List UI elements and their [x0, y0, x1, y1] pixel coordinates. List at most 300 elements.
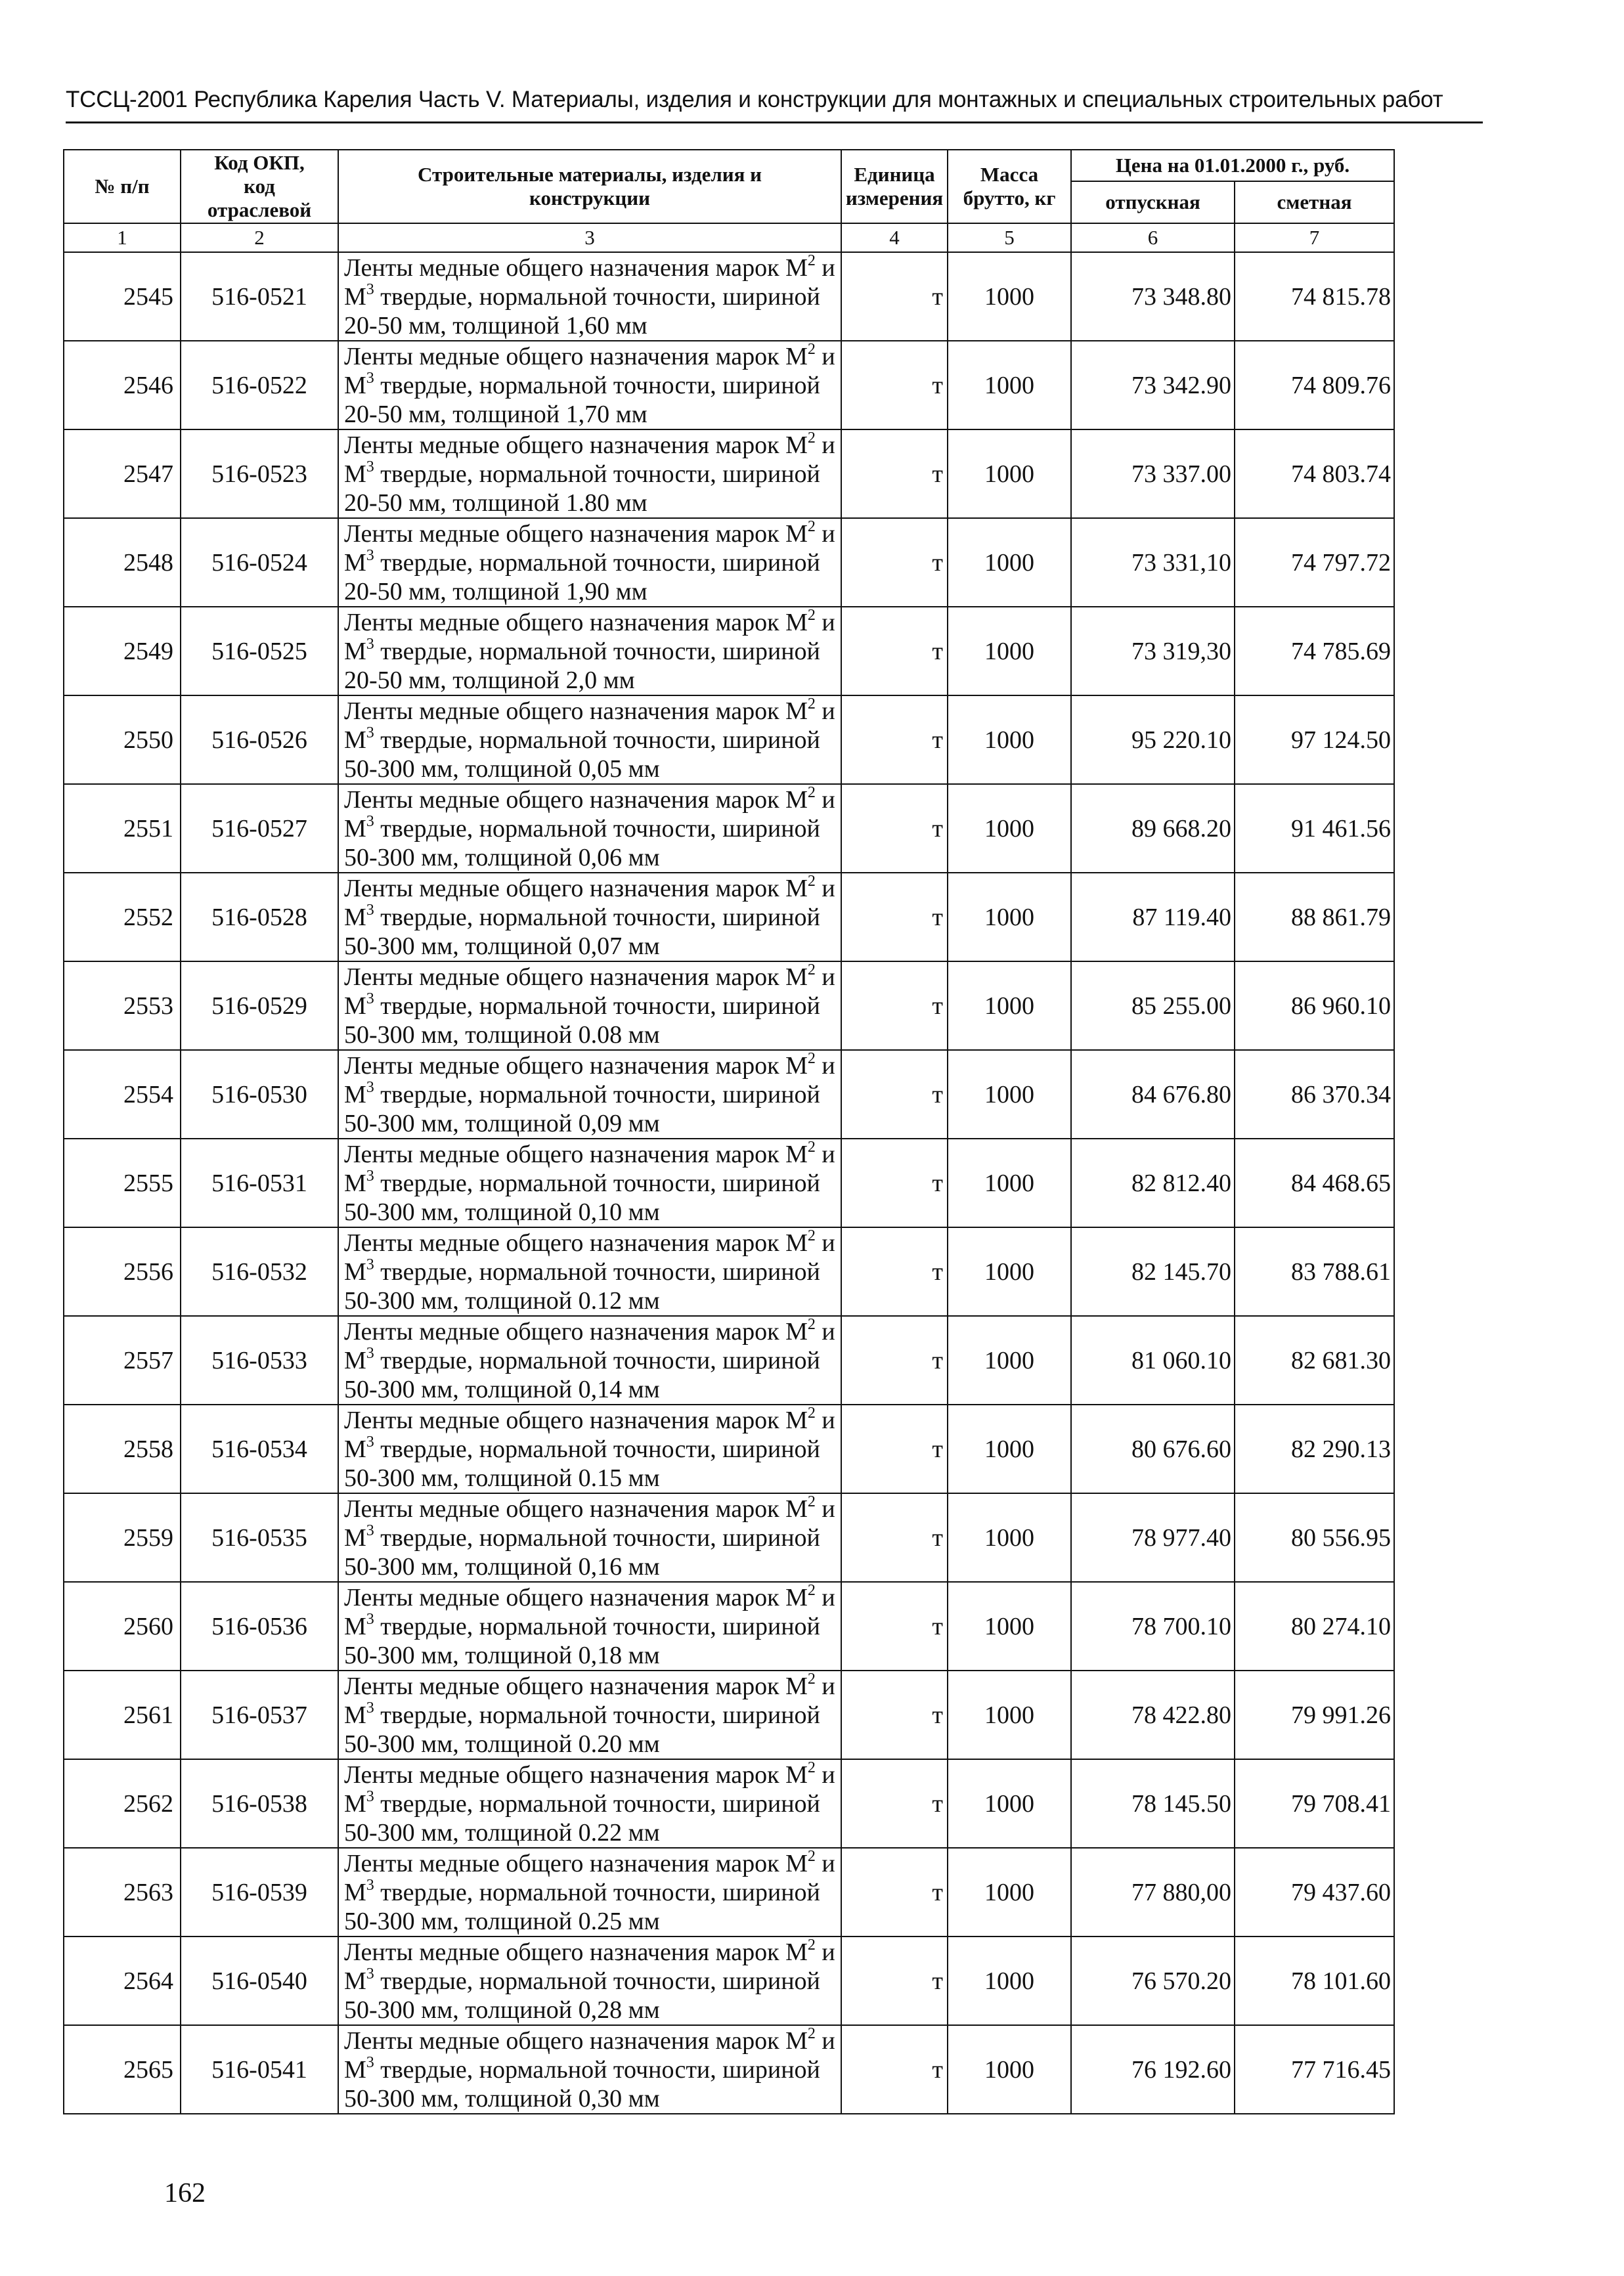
desc-superscript: 2 [807, 695, 816, 712]
desc-text: твердые, нормальной точности, шириной [374, 1789, 820, 1818]
header-price-estimate: сметная [1235, 181, 1394, 223]
desc-text: М [344, 1789, 366, 1818]
desc-superscript: 2 [807, 518, 816, 535]
desc-superscript: 3 [366, 1876, 374, 1894]
header-code-line3: отраслевой [207, 198, 312, 221]
desc-superscript: 2 [807, 784, 816, 801]
desc-text: Ленты медные общего назначения марок М [344, 2026, 808, 2055]
row-code: 516-0522 [181, 341, 338, 429]
row-price-estimate: 79 708.41 [1235, 1759, 1394, 1848]
header-unit-line2: измерения [845, 186, 944, 209]
row-price-release: 78 977.40 [1071, 1493, 1235, 1582]
desc-text: твердые, нормальной точности, шириной [374, 1169, 820, 1197]
table-row [64, 961, 1394, 1050]
row-code: 516-0523 [181, 429, 338, 518]
description-line3: 50-300 мм, толщиной 0,28 мм [344, 1996, 660, 2024]
description-line3: 50-300 мм, толщиной 0,18 мм [344, 1641, 660, 1669]
header-price-group: Цена на 01.01.2000 г., руб. [1071, 150, 1394, 181]
row-price-estimate: 86 370.34 [1235, 1050, 1394, 1139]
description-line2 [344, 726, 837, 755]
desc-text: Ленты медные общего назначения марок М [344, 1583, 808, 1611]
desc-text: и [815, 1938, 835, 1966]
table-row [64, 1848, 1394, 1937]
desc-text: Ленты медные общего назначения марок М [344, 697, 808, 725]
desc-superscript: 3 [366, 812, 374, 830]
row-description [338, 1050, 841, 1139]
table-row [64, 784, 1394, 873]
row-price-estimate: 83 788.61 [1235, 1227, 1394, 1316]
row-code: 516-0531 [181, 1139, 338, 1227]
desc-superscript: 2 [807, 1582, 816, 1599]
row-code: 516-0537 [181, 1671, 338, 1759]
desc-superscript: 2 [807, 1759, 816, 1776]
table-row [64, 341, 1394, 429]
table-row [64, 252, 1394, 341]
row-number: 2547 [64, 429, 181, 518]
desc-text: твердые, нормальной точности, шириной [374, 1612, 820, 1640]
row-price-release: 76 570.20 [1071, 1937, 1235, 2025]
row-mass: 1000 [948, 873, 1071, 961]
row-price-estimate: 91 461.56 [1235, 784, 1394, 873]
desc-text: М [344, 1878, 366, 1906]
table-row [64, 1582, 1394, 1671]
row-code: 516-0540 [181, 1937, 338, 2025]
row-price-estimate: 74 797.72 [1235, 518, 1394, 607]
description-line2 [344, 1346, 837, 1375]
row-number: 2565 [64, 2025, 181, 2114]
row-price-release: 73 348.80 [1071, 252, 1235, 341]
description-line1 [344, 1406, 837, 1435]
desc-text: М [344, 637, 366, 665]
row-number: 2554 [64, 1050, 181, 1139]
row-code: 516-0536 [181, 1582, 338, 1671]
desc-text: М [344, 1967, 366, 1995]
row-code: 516-0525 [181, 607, 338, 695]
row-price-release: 89 668.20 [1071, 784, 1235, 873]
row-price-estimate: 88 861.79 [1235, 873, 1394, 961]
description-line1 [344, 874, 837, 903]
row-mass: 1000 [948, 784, 1071, 873]
row-number: 2548 [64, 518, 181, 607]
desc-superscript: 2 [807, 1937, 816, 1954]
row-number: 2551 [64, 784, 181, 873]
row-code: 516-0538 [181, 1759, 338, 1848]
row-unit: т [841, 1316, 948, 1405]
row-number: 2556 [64, 1227, 181, 1316]
desc-superscript: 3 [366, 1167, 374, 1185]
desc-text: и [815, 342, 835, 370]
row-price-release: 95 220.10 [1071, 695, 1235, 784]
row-description [338, 429, 841, 518]
desc-superscript: 3 [366, 1433, 374, 1451]
desc-superscript: 3 [366, 1344, 374, 1362]
row-mass: 1000 [948, 961, 1071, 1050]
desc-superscript: 3 [366, 1965, 374, 1982]
header-price-release: отпускная [1071, 181, 1235, 223]
row-unit: т [841, 1139, 948, 1227]
desc-text: Ленты медные общего назначения марок М [344, 519, 808, 548]
description-line1 [344, 342, 837, 371]
row-mass: 1000 [948, 1582, 1071, 1671]
description-line2 [344, 371, 837, 400]
description-line1 [344, 1938, 837, 1967]
table-row [64, 1405, 1394, 1493]
description-line3: 50-300 мм, толщиной 0,06 мм [344, 843, 660, 871]
row-code: 516-0529 [181, 961, 338, 1050]
table-row [64, 1493, 1394, 1582]
description-line2 [344, 903, 837, 932]
desc-text: твердые, нормальной точности, шириной [374, 1346, 820, 1374]
desc-text: твердые, нормальной точности, шириной [374, 371, 820, 399]
desc-text: Ленты медные общего назначения марок М [344, 431, 808, 459]
desc-text: твердые, нормальной точности, шириной [374, 2055, 820, 2084]
row-price-estimate: 74 809.76 [1235, 341, 1394, 429]
desc-superscript: 2 [807, 1050, 816, 1067]
row-number: 2545 [64, 252, 181, 341]
row-price-estimate: 80 556.95 [1235, 1493, 1394, 1582]
row-price-estimate: 86 960.10 [1235, 961, 1394, 1050]
row-description [338, 873, 841, 961]
row-mass: 1000 [948, 1848, 1071, 1937]
desc-text: М [344, 548, 366, 577]
row-number: 2549 [64, 607, 181, 695]
row-price-release: 73 331,10 [1071, 518, 1235, 607]
row-description [338, 341, 841, 429]
table-row [64, 1671, 1394, 1759]
row-unit: т [841, 1759, 948, 1848]
header-mass-line2: брутто, кг [963, 186, 1056, 209]
column-number: 5 [948, 223, 1071, 252]
desc-text: и [815, 1051, 835, 1080]
row-mass: 1000 [948, 695, 1071, 784]
desc-text: Ленты медные общего назначения марок М [344, 608, 808, 636]
row-price-release: 76 192.60 [1071, 2025, 1235, 2114]
row-price-release: 82 812.40 [1071, 1139, 1235, 1227]
desc-text: и [815, 1229, 835, 1257]
desc-superscript: 3 [366, 458, 374, 475]
row-unit: т [841, 1493, 948, 1582]
row-unit: т [841, 695, 948, 784]
description-line3: 50-300 мм, толщиной 0,30 мм [344, 2084, 660, 2112]
desc-text: и [815, 1583, 835, 1611]
desc-text: и [815, 1495, 835, 1523]
description-line2 [344, 2055, 837, 2084]
description-line1 [344, 519, 837, 548]
description-line2 [344, 1080, 837, 1109]
description-line2 [344, 1789, 837, 1818]
description-line1 [344, 1317, 837, 1346]
desc-superscript: 2 [807, 1493, 816, 1510]
row-code: 516-0535 [181, 1493, 338, 1582]
header-materials-line1: Строительные материалы, изделия и [418, 163, 762, 186]
description-line3: 50-300 мм, толщиной 0.25 мм [344, 1907, 660, 1935]
desc-text: твердые, нормальной точности, шириной [374, 903, 820, 931]
row-mass: 1000 [948, 1050, 1071, 1139]
desc-superscript: 3 [366, 1256, 374, 1273]
column-number-row [64, 223, 1394, 252]
description-line3: 50-300 мм, толщиной 0,16 мм [344, 1552, 660, 1581]
desc-superscript: 2 [807, 961, 816, 978]
description-line3: 20-50 мм, толщиной 1,70 мм [344, 400, 647, 428]
row-price-release: 80 676.60 [1071, 1405, 1235, 1493]
table-row [64, 1227, 1394, 1316]
row-number: 2557 [64, 1316, 181, 1405]
description-line2 [344, 1612, 837, 1641]
desc-text: М [344, 903, 366, 931]
row-mass: 1000 [948, 518, 1071, 607]
desc-text: твердые, нормальной точности, шириной [374, 282, 820, 311]
row-unit: т [841, 1582, 948, 1671]
row-code: 516-0521 [181, 252, 338, 341]
row-number: 2546 [64, 341, 181, 429]
row-code: 516-0532 [181, 1227, 338, 1316]
description-line3: 50-300 мм, толщиной 0.15 мм [344, 1464, 660, 1492]
desc-text: Ленты медные общего назначения марок М [344, 1672, 808, 1700]
description-line3: 50-300 мм, толщиной 0,09 мм [344, 1109, 660, 1137]
desc-superscript: 3 [366, 369, 374, 387]
table-row [64, 2025, 1394, 2114]
desc-text: М [344, 282, 366, 311]
row-number: 2560 [64, 1582, 181, 1671]
row-price-estimate: 97 124.50 [1235, 695, 1394, 784]
row-number: 2563 [64, 1848, 181, 1937]
desc-text: и [815, 519, 835, 548]
row-unit: т [841, 1405, 948, 1493]
row-unit: т [841, 429, 948, 518]
desc-text: твердые, нормальной точности, шириной [374, 1967, 820, 1995]
column-number: 1 [64, 223, 181, 252]
desc-text: и [815, 2026, 835, 2055]
description-line1 [344, 1229, 837, 1258]
row-unit: т [841, 2025, 948, 2114]
row-mass: 1000 [948, 429, 1071, 518]
row-unit: т [841, 1671, 948, 1759]
desc-text: М [344, 726, 366, 754]
desc-superscript: 3 [366, 1610, 374, 1628]
row-price-release: 73 319,30 [1071, 607, 1235, 695]
desc-text: М [344, 1435, 366, 1463]
description-line2 [344, 460, 837, 489]
row-price-release: 82 145.70 [1071, 1227, 1235, 1316]
header-unit [841, 150, 948, 223]
description-line2 [344, 1701, 837, 1730]
table-row [64, 695, 1394, 784]
description-line1 [344, 963, 837, 992]
description-line2 [344, 1967, 837, 1996]
desc-text: твердые, нормальной точности, шириной [374, 1701, 820, 1729]
table-body [64, 223, 1394, 2114]
description-line1 [344, 1140, 837, 1169]
desc-text: М [344, 2055, 366, 2084]
desc-text: твердые, нормальной точности, шириной [374, 1435, 820, 1463]
row-number: 2552 [64, 873, 181, 961]
row-code: 516-0539 [181, 1848, 338, 1937]
desc-text: и [815, 1761, 835, 1789]
desc-text: Ленты медные общего назначения марок М [344, 253, 808, 282]
row-description [338, 1848, 841, 1937]
desc-superscript: 3 [366, 1078, 374, 1096]
desc-text: твердые, нормальной точности, шириной [374, 992, 820, 1020]
row-unit: т [841, 518, 948, 607]
desc-text: Ленты медные общего назначения марок М [344, 963, 808, 991]
desc-text: Ленты медные общего назначения марок М [344, 874, 808, 902]
description-line3: 50-300 мм, толщиной 0,05 мм [344, 755, 660, 783]
page-number: 162 [164, 2178, 206, 2208]
row-code: 516-0526 [181, 695, 338, 784]
description-line1 [344, 1051, 837, 1080]
row-price-estimate: 82 681.30 [1235, 1316, 1394, 1405]
row-mass: 1000 [948, 2025, 1071, 2114]
desc-text: Ленты медные общего назначения марок М [344, 1761, 808, 1789]
description-line3: 20-50 мм, толщиной 1,90 мм [344, 577, 647, 605]
desc-superscript: 2 [807, 1848, 816, 1865]
description-line3: 50-300 мм, толщиной 0.12 мм [344, 1286, 660, 1315]
row-unit: т [841, 1848, 948, 1937]
desc-text: М [344, 1080, 366, 1108]
row-unit: т [841, 607, 948, 695]
desc-text: Ленты медные общего назначения марок М [344, 342, 808, 370]
row-description [338, 252, 841, 341]
header-rule [66, 121, 1483, 123]
description-line1 [344, 608, 837, 637]
desc-text: и [815, 1672, 835, 1700]
description-line2 [344, 1523, 837, 1552]
desc-text: М [344, 1258, 366, 1286]
row-price-release: 78 422.80 [1071, 1671, 1235, 1759]
desc-superscript: 3 [366, 635, 374, 653]
desc-text: и [815, 1406, 835, 1434]
row-description [338, 1405, 841, 1493]
description-line2 [344, 637, 837, 666]
desc-superscript: 2 [807, 1227, 816, 1244]
row-description [338, 1937, 841, 2025]
row-description [338, 1139, 841, 1227]
desc-superscript: 3 [366, 1699, 374, 1717]
description-line2 [344, 1169, 837, 1198]
description-line1 [344, 1849, 837, 1878]
desc-superscript: 3 [366, 724, 374, 741]
desc-text: и [815, 1140, 835, 1168]
description-line3: 50-300 мм, толщиной 0,07 мм [344, 932, 660, 960]
desc-text: Ленты медные общего назначения марок М [344, 1317, 808, 1346]
desc-text: М [344, 992, 366, 1020]
row-price-release: 78 700.10 [1071, 1582, 1235, 1671]
row-mass: 1000 [948, 1493, 1071, 1582]
description-line2 [344, 992, 837, 1020]
desc-text: М [344, 1701, 366, 1729]
row-number: 2555 [64, 1139, 181, 1227]
desc-superscript: 2 [807, 607, 816, 624]
row-description [338, 1759, 841, 1848]
row-number: 2553 [64, 961, 181, 1050]
desc-text: твердые, нормальной точности, шириной [374, 1080, 820, 1108]
row-price-estimate: 74 803.74 [1235, 429, 1394, 518]
row-price-estimate: 79 991.26 [1235, 1671, 1394, 1759]
description-line2 [344, 1878, 837, 1907]
row-price-estimate: 79 437.60 [1235, 1848, 1394, 1937]
row-code: 516-0530 [181, 1050, 338, 1139]
header-num: № п/п [64, 150, 181, 223]
desc-superscript: 3 [366, 1787, 374, 1805]
row-unit: т [841, 961, 948, 1050]
description-line1 [344, 1761, 837, 1789]
row-mass: 1000 [948, 252, 1071, 341]
description-line3: 50-300 мм, толщиной 0,14 мм [344, 1375, 660, 1403]
description-line2 [344, 282, 837, 311]
row-description [338, 961, 841, 1050]
row-price-release: 73 342.90 [1071, 341, 1235, 429]
desc-text: твердые, нормальной точности, шириной [374, 814, 820, 843]
desc-text: Ленты медные общего назначения марок М [344, 1938, 808, 1966]
desc-superscript: 2 [807, 1405, 816, 1422]
header-materials-line2: конструкции [529, 186, 650, 209]
description-line2 [344, 1258, 837, 1286]
description-line1 [344, 253, 837, 282]
desc-superscript: 3 [366, 1521, 374, 1539]
column-number: 2 [181, 223, 338, 252]
description-line2 [344, 548, 837, 577]
desc-text: М [344, 371, 366, 399]
header-code [181, 150, 338, 223]
description-line2 [344, 1435, 837, 1464]
desc-text: твердые, нормальной точности, шириной [374, 726, 820, 754]
row-unit: т [841, 1937, 948, 2025]
row-price-release: 81 060.10 [1071, 1316, 1235, 1405]
row-price-release: 87 119.40 [1071, 873, 1235, 961]
row-number: 2561 [64, 1671, 181, 1759]
header-code-line1: Код ОКП, [214, 151, 305, 174]
desc-text: М [344, 814, 366, 843]
desc-text: твердые, нормальной точности, шириной [374, 1523, 820, 1552]
row-mass: 1000 [948, 1316, 1071, 1405]
row-price-estimate: 74 785.69 [1235, 607, 1394, 695]
row-price-estimate: 74 815.78 [1235, 252, 1394, 341]
table-row [64, 1316, 1394, 1405]
row-code: 516-0528 [181, 873, 338, 961]
header-unit-line1: Единица [854, 163, 935, 186]
column-number: 7 [1235, 223, 1394, 252]
row-number: 2559 [64, 1493, 181, 1582]
row-price-estimate: 80 274.10 [1235, 1582, 1394, 1671]
desc-text: Ленты медные общего назначения марок М [344, 785, 808, 814]
row-unit: т [841, 252, 948, 341]
row-price-estimate: 78 101.60 [1235, 1937, 1394, 2025]
row-number: 2550 [64, 695, 181, 784]
header-mass-line1: Масса [980, 163, 1039, 186]
row-code: 516-0541 [181, 2025, 338, 2114]
description-line1 [344, 1583, 837, 1612]
column-number: 3 [338, 223, 841, 252]
row-number: 2564 [64, 1937, 181, 2025]
desc-superscript: 2 [807, 1139, 816, 1156]
description-line3: 20-50 мм, толщиной 1,60 мм [344, 311, 647, 339]
row-unit: т [841, 1227, 948, 1316]
desc-text: твердые, нормальной точности, шириной [374, 1878, 820, 1906]
desc-superscript: 2 [807, 1316, 816, 1333]
desc-text: твердые, нормальной точности, шириной [374, 460, 820, 488]
row-mass: 1000 [948, 1139, 1071, 1227]
row-price-release: 73 337.00 [1071, 429, 1235, 518]
desc-superscript: 2 [807, 429, 816, 447]
column-number: 6 [1071, 223, 1235, 252]
row-mass: 1000 [948, 1937, 1071, 2025]
desc-text: М [344, 1523, 366, 1552]
description-line3: 50-300 мм, толщиной 0.08 мм [344, 1020, 660, 1049]
desc-text: и [815, 431, 835, 459]
desc-text: М [344, 1612, 366, 1640]
desc-text: и [815, 697, 835, 725]
row-description [338, 1493, 841, 1582]
